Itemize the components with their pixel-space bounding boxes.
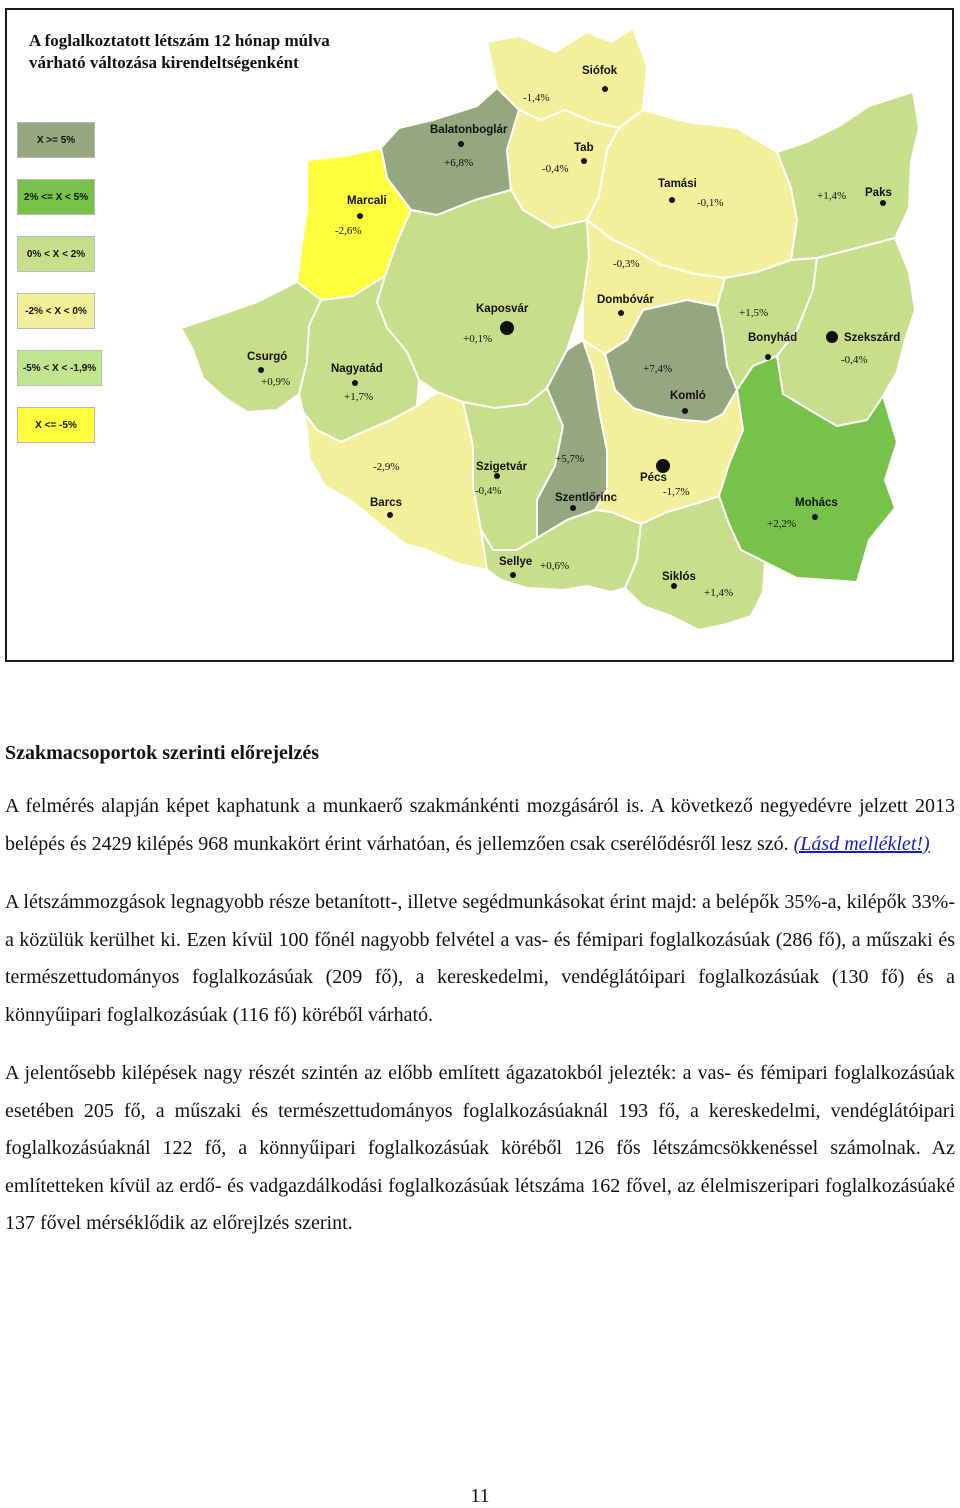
siklos-label: Siklós bbox=[662, 571, 696, 583]
paragraph-1-text: A felmérés alapján képet kaphatunk a munkaerő szakmánkénti mozgásáról is. A következő negyedévre jelzett 2013 belépés és 2429 kilépés 968 munkakört érint várhatóan, és jellemzően csak cserélődésről lesz szó. bbox=[5, 795, 955, 855]
legend-item-ge5: X >= 5% bbox=[17, 122, 95, 158]
legend-item-le-m5: X <= -5% bbox=[17, 407, 95, 443]
paragraph-2: A létszámmozgások legnagyobb része betanított-, illetve segédmunkásokat érint majd: a belépők 35%-a, kilépők 33%-a közülük kerülhet ki. Ezen kívül 100 főnél nagyobb felvétel a vas- és fémipari foglalkozásúak (286 fő), a műszaki és természettudományos foglalkozásúak (209 fő), a kereskedelmi, vendéglátóipari foglalkozásúak (130 fő) és a könnyűipari foglalkozásúak (116 fő) köréből várható. bbox=[5, 891, 955, 1026]
map-title-line1: A foglalkoztatott létszám 12 hónap múlva bbox=[29, 31, 330, 50]
sellye-value: +0,6% bbox=[540, 560, 570, 572]
barcs-value: -2,9% bbox=[373, 461, 400, 473]
nagyatad-label: Nagyatád bbox=[331, 363, 383, 375]
legend-item-m5tom2: -5% < X < -1,9% bbox=[17, 350, 102, 386]
map-figure bbox=[5, 8, 954, 662]
marcali-label: Marcali bbox=[347, 195, 387, 207]
komlo-town-dot bbox=[682, 408, 688, 414]
balatonboglar-label: Balatonboglár bbox=[430, 124, 508, 136]
paks-town-dot bbox=[880, 200, 886, 206]
legend-item-m2to0: -2% < X < 0% bbox=[17, 293, 95, 329]
paks-value: +1,4% bbox=[817, 190, 847, 202]
siofok-label: Siófok bbox=[582, 65, 618, 77]
tamasi-value: -0,1% bbox=[697, 197, 724, 209]
bonyhad-value: +1,5% bbox=[739, 307, 769, 319]
tamasi-town-dot bbox=[669, 197, 675, 203]
szekszard-city-marker bbox=[826, 331, 838, 343]
szigetvar-value: -0,4% bbox=[475, 485, 502, 497]
siklos-town-dot bbox=[671, 583, 677, 589]
kaposvar-value: +0,1% bbox=[463, 333, 493, 345]
document-body bbox=[5, 735, 955, 1264]
tab-town-dot bbox=[581, 158, 587, 164]
siofok-value: -1,4% bbox=[523, 92, 550, 104]
mohacs-town-dot bbox=[812, 514, 818, 520]
csurgo-label: Csurgó bbox=[247, 351, 288, 363]
sellye-town-dot bbox=[510, 572, 516, 578]
komlo-value: +7,4% bbox=[643, 363, 673, 375]
komlo-label: Komló bbox=[670, 390, 706, 402]
bonyhad-label: Bonyhád bbox=[748, 332, 798, 344]
paragraph-3: A jelentősebb kilépések nagy részét szintén az előbb említett ágazatokból jelezték: a vas- és fémipari foglalkozásúak esetében 205 fő, a műszaki és természettudományos foglalkozásúaknál 193 fő, a kereskedelmi, vendéglátóipari foglalkozásúaknál 122 fő, a könnyűipari foglalkozásúak köréből 126 fős létszámcsökkenéssel számolnak. Az említetteken kívül az erdő- és vadgazdálkodási foglalkozásúak létszáma 162 fővel, az élelmiszeripari foglalkozásúaké 137 fővel mérséklődik az előrejlzés szerint. bbox=[5, 1062, 955, 1234]
sellye-label: Sellye bbox=[499, 556, 533, 568]
pecs-city-marker bbox=[656, 459, 670, 473]
barcs-label: Barcs bbox=[370, 497, 402, 509]
tab-value: -0,4% bbox=[542, 163, 569, 175]
szentlorinc-value: +5,7% bbox=[555, 453, 585, 465]
dombovar-value: -0,3% bbox=[613, 258, 640, 270]
region-paks bbox=[777, 92, 919, 260]
county-map bbox=[7, 10, 952, 660]
tamasi-label: Tamási bbox=[658, 178, 697, 190]
marcali-value: -2,6% bbox=[335, 225, 362, 237]
mohacs-value: +2,2% bbox=[767, 518, 797, 530]
dombovar-town-dot bbox=[618, 310, 624, 316]
tab-label: Tab bbox=[574, 142, 594, 154]
paragraph-1 bbox=[5, 788, 955, 863]
mohacs-label: Mohács bbox=[795, 497, 838, 509]
map-title bbox=[29, 30, 330, 74]
legend-item-2to5: 2% <= X < 5% bbox=[17, 179, 95, 215]
pecs-value: -1,7% bbox=[663, 486, 690, 498]
paks-label: Paks bbox=[865, 187, 892, 199]
marcali-town-dot bbox=[357, 213, 363, 219]
dombovar-label: Dombóvár bbox=[597, 294, 654, 306]
kaposvar-label: Kaposvár bbox=[476, 303, 529, 315]
csurgo-value: +0,9% bbox=[261, 376, 291, 388]
nagyatad-value: +1,7% bbox=[344, 391, 374, 403]
map-title-line2: várható változása kirendeltségenként bbox=[29, 53, 299, 72]
section-heading: Szakmacsoportok szerinti előrejelzés bbox=[5, 742, 319, 764]
szigetvar-town-dot bbox=[494, 473, 500, 479]
szekszard-value: -0,4% bbox=[841, 354, 868, 366]
nagyatad-town-dot bbox=[352, 380, 358, 386]
kaposvar-city-marker bbox=[500, 321, 514, 335]
bonyhad-town-dot bbox=[765, 354, 771, 360]
pecs-label: Pécs bbox=[640, 472, 667, 484]
csurgo-town-dot bbox=[258, 367, 264, 373]
szentlorinc-label: Szentlőrinc bbox=[555, 492, 617, 504]
szigetvar-label: Szigetvár bbox=[476, 461, 528, 473]
balatonboglar-value: +6,8% bbox=[444, 157, 474, 169]
annex-link[interactable]: (Lásd melléklet!) bbox=[793, 832, 930, 855]
legend-item-0to2: 0% < X < 2% bbox=[17, 236, 95, 272]
siofok-town-dot bbox=[602, 86, 608, 92]
szekszard-label: Szekszárd bbox=[844, 332, 901, 344]
page-number: 11 bbox=[470, 1485, 490, 1507]
szentlorinc-town-dot bbox=[570, 505, 576, 511]
balatonboglar-town-dot bbox=[458, 141, 464, 147]
barcs-town-dot bbox=[387, 512, 393, 518]
siklos-value: +1,4% bbox=[704, 587, 734, 599]
